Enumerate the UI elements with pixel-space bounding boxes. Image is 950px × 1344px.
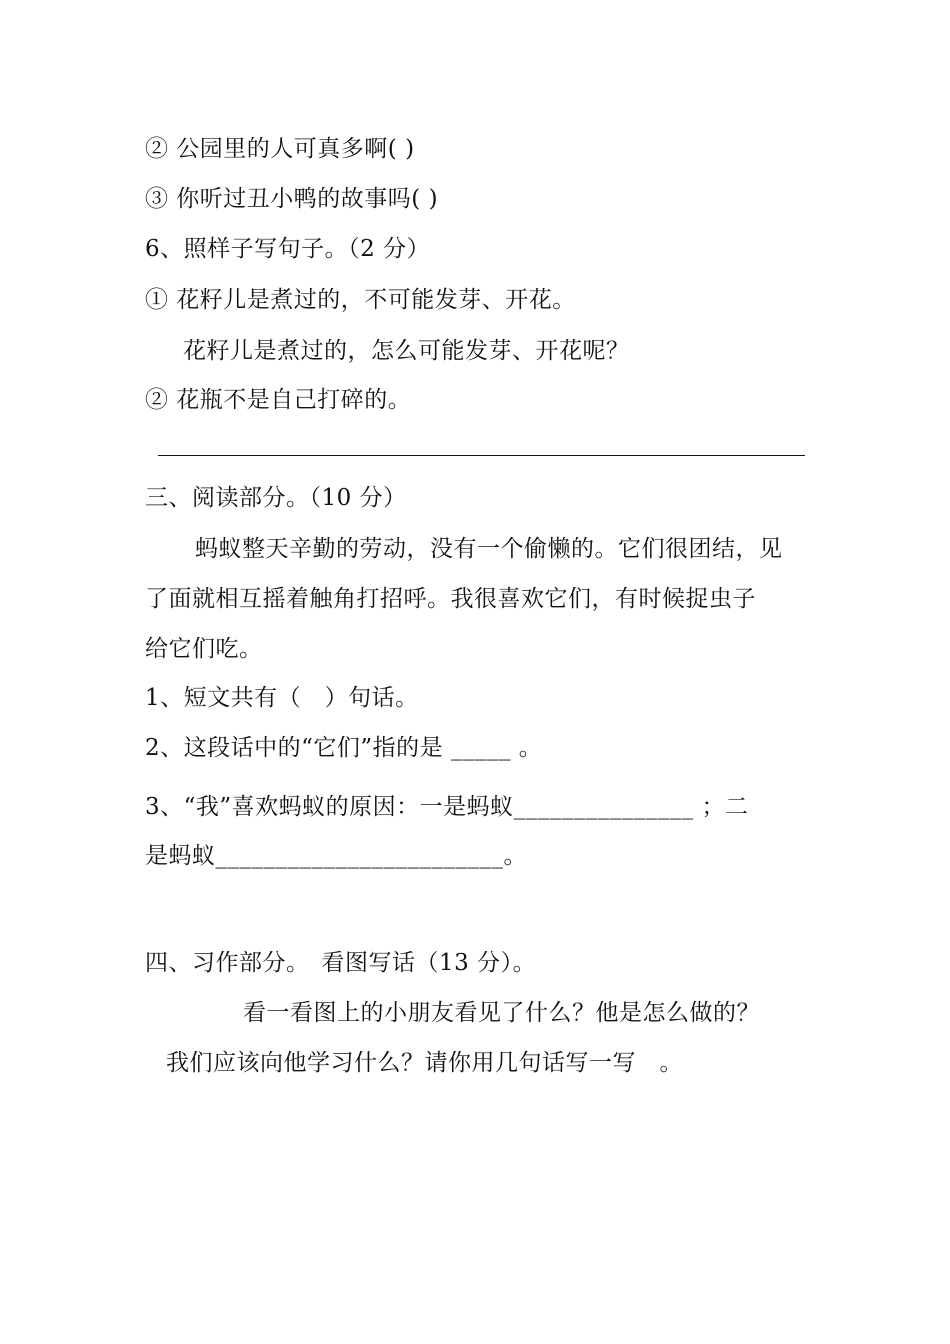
reading-question-1: 1、短文共有（ ）句话。: [145, 685, 419, 711]
q5-item-3: ③ 你听过丑小鸭的故事吗( ): [145, 186, 439, 212]
q5-item-2: ② 公园里的人可真多啊( ): [145, 136, 415, 162]
passage-line-1: 蚂蚁整天辛勤的劳动，没有一个偷懒的。它们很团结，见: [195, 536, 783, 562]
q6-title: 6、照样子写句子。（2 分）: [145, 236, 431, 262]
reading-question-2: 2、这段话中的“它们”指的是 _____ 。: [145, 735, 543, 761]
section3-heading: 三、阅读部分。（10 分）: [145, 485, 407, 511]
q6-example-rewrite: 花籽儿是煮过的，怎么可能发芽、开花呢？: [183, 338, 630, 364]
q6-example-original: ① 花籽儿是煮过的，不可能发芽、开花。: [145, 287, 576, 313]
passage-line-2: 了面就相互摇着触角打招呼。我很喜欢它们，有时候捉虫子: [145, 586, 756, 612]
reading-question-3-line-2: 是蚂蚁________________________。: [145, 843, 527, 869]
writing-prompt-line-1: 看一看图上的小朋友看见了什么？他是怎么做的？: [243, 1000, 760, 1026]
passage-line-3: 给它们吃。: [145, 636, 263, 662]
answer-line[interactable]: [158, 455, 805, 456]
section4-heading: 四、习作部分。 看图写话（13 分）。: [145, 950, 537, 976]
reading-question-3-line-1: 3、“我”喜欢蚂蚁的原因：一是蚂蚁_______________ ；二: [145, 794, 749, 820]
q6-task: ② 花瓶不是自己打碎的。: [145, 387, 412, 413]
writing-prompt-line-2: 我们应该向他学习什么？请你用几句话写一写 。: [166, 1050, 683, 1076]
